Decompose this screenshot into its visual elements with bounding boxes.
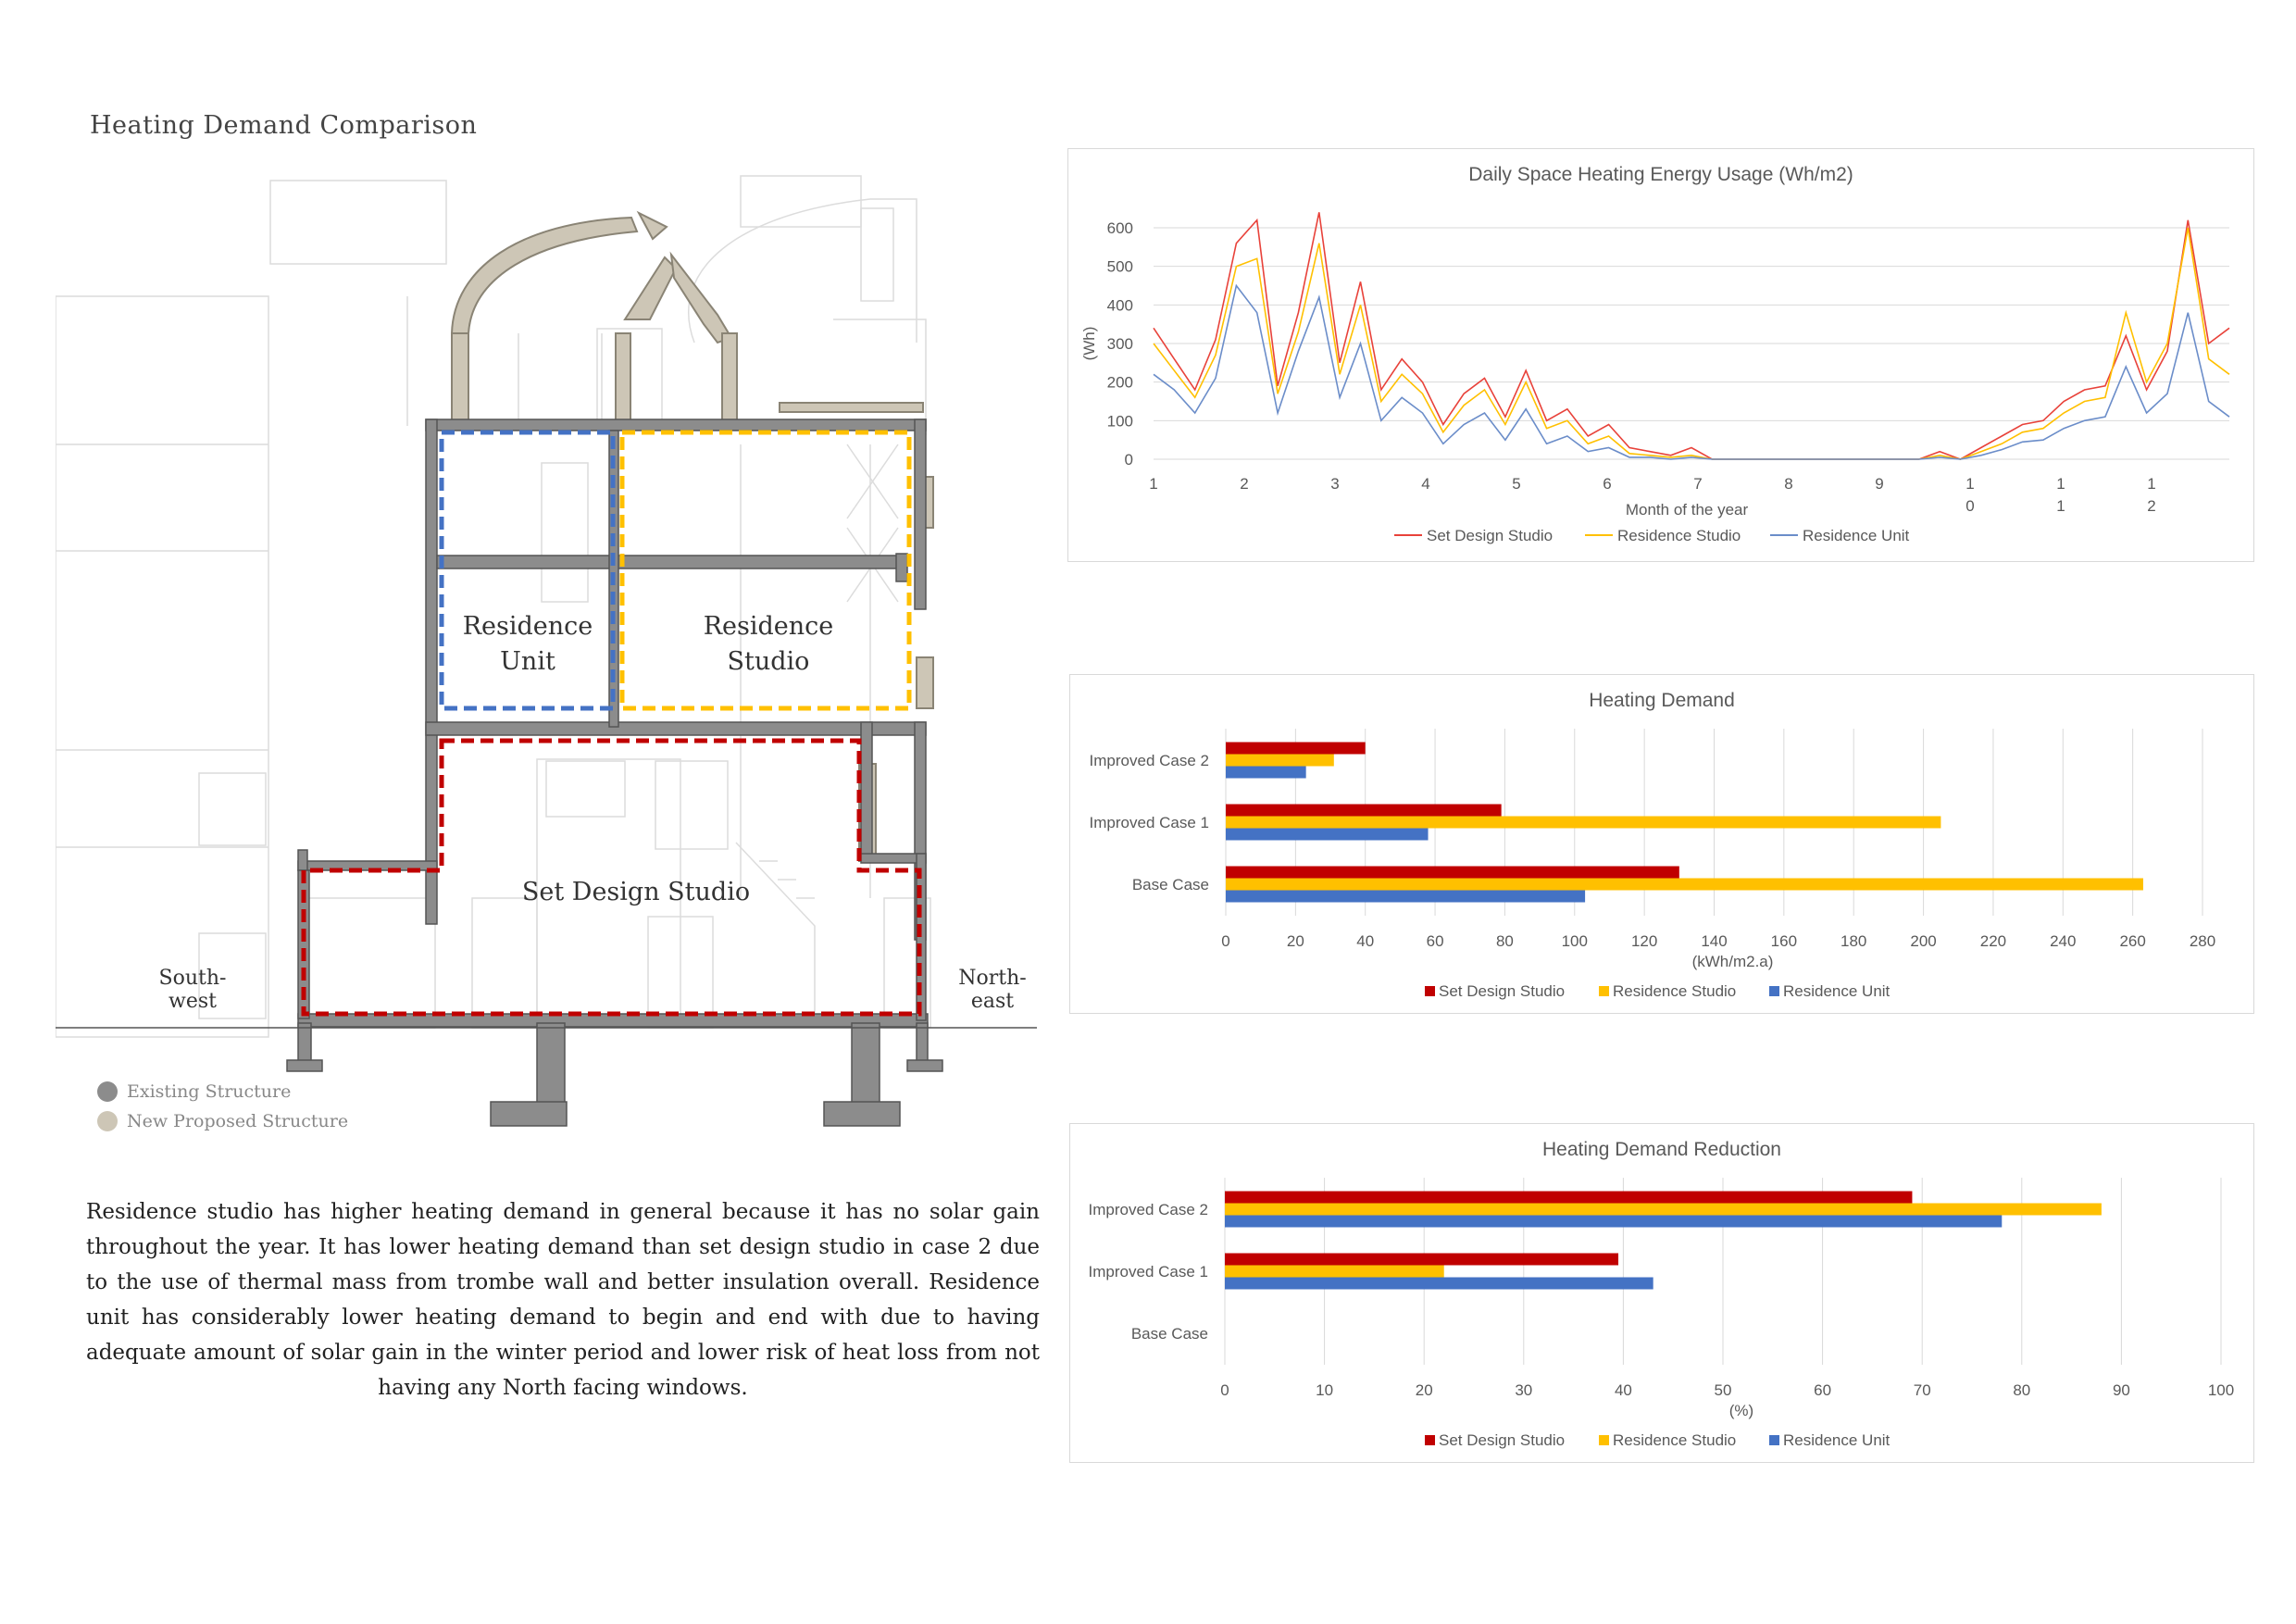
x-tick-label: 80 bbox=[2013, 1381, 2031, 1399]
x-tick-label: 180 bbox=[1841, 932, 1867, 950]
x-tick-label: 2 bbox=[1240, 475, 1249, 493]
x-tick-label: 9 bbox=[1875, 475, 1884, 493]
bar-residence-studio bbox=[1226, 817, 1940, 829]
category-label: Improved Case 2 bbox=[1089, 752, 1209, 769]
bar-residence-studio bbox=[1226, 755, 1334, 767]
x-tick-label: 50 bbox=[1714, 1381, 1732, 1399]
x-tick-label: 280 bbox=[2189, 932, 2216, 950]
legend-swatch bbox=[1769, 986, 1779, 996]
legend-swatch bbox=[1599, 986, 1609, 996]
x-tick-label: 20 bbox=[1415, 1381, 1433, 1399]
legend-swatch bbox=[1769, 1435, 1779, 1445]
northeast-label-line2: east bbox=[970, 990, 1015, 1013]
legend-label: Set Design Studio bbox=[1439, 1431, 1566, 1449]
southwest-label-line1: South- bbox=[158, 967, 227, 990]
legend-proposed-label: New Proposed Structure bbox=[127, 1111, 349, 1131]
y-tick-label: 100 bbox=[1106, 412, 1133, 431]
proposed-structure-swatch bbox=[97, 1111, 118, 1131]
bar-chart-svg bbox=[1070, 1124, 2253, 1462]
building-section-drawing bbox=[56, 157, 1055, 1139]
legend-swatch bbox=[1425, 1435, 1435, 1445]
x-tick-label: 8 bbox=[1784, 475, 1793, 493]
bar-set-design-studio bbox=[1225, 1192, 1912, 1204]
x-tick-label: 3 bbox=[1330, 475, 1340, 493]
legend-label: Residence Studio bbox=[1617, 527, 1741, 544]
legend-swatch bbox=[1425, 986, 1435, 996]
chart-title: Daily Space Heating Energy Usage (Wh/m2) bbox=[1468, 164, 1853, 185]
x-tick-label: 5 bbox=[1512, 475, 1521, 493]
x-tick-label: 120 bbox=[1630, 932, 1658, 950]
x-tick-label: 40 bbox=[1614, 1381, 1632, 1399]
y-tick-label: 300 bbox=[1106, 335, 1133, 353]
x-tick-label: 1 bbox=[1965, 475, 1975, 493]
residence-studio-label-line2: Studio bbox=[727, 647, 810, 676]
residence-unit-label-line1: Residence bbox=[462, 612, 593, 641]
x-tick-label: 20 bbox=[1286, 932, 1304, 950]
bar-residence-unit bbox=[1226, 829, 1429, 841]
residence-studio-label-line1: Residence bbox=[703, 612, 834, 641]
x-tick-label: 40 bbox=[1356, 932, 1375, 950]
x-tick-label: 220 bbox=[1979, 932, 2007, 950]
daily-heating-line-chart bbox=[1067, 148, 2254, 562]
y-tick-label: 600 bbox=[1106, 219, 1133, 237]
x-tick-label: 1 bbox=[1149, 475, 1158, 493]
legend-label: Residence Unit bbox=[1803, 527, 1910, 544]
bar-residence-unit bbox=[1226, 891, 1585, 903]
x-tick-label: 0 bbox=[1965, 497, 1975, 515]
bar-chart-svg bbox=[1070, 675, 2253, 1013]
legend-existing-structure bbox=[97, 1081, 291, 1102]
heating-demand-bar-chart bbox=[1069, 674, 2254, 1014]
page-title: Heating Demand Comparison bbox=[90, 111, 478, 140]
x-tick-label: 2 bbox=[2147, 497, 2156, 515]
residence-unit-label-line2: Unit bbox=[500, 647, 555, 676]
x-tick-label: 240 bbox=[2050, 932, 2077, 950]
bar-residence-unit bbox=[1226, 767, 1306, 779]
legend-label: Set Design Studio bbox=[1427, 527, 1554, 544]
x-axis-label: (%) bbox=[1728, 1402, 1754, 1419]
series-line-set-design-studio bbox=[1154, 212, 2229, 459]
x-tick-label: 10 bbox=[1316, 1381, 1334, 1399]
y-tick-label: 0 bbox=[1124, 451, 1133, 468]
x-tick-label: 260 bbox=[2119, 932, 2146, 950]
y-tick-label: 400 bbox=[1106, 296, 1133, 315]
legend-label: Residence Unit bbox=[1783, 982, 1890, 1000]
x-tick-label: 100 bbox=[2207, 1381, 2235, 1399]
description-text: Residence studio has higher heating demand in general because it has no solar gain throughout the year. It has lower heating demand than set design studio in case 2 due to the use of thermal mass from trombe wall and better insulation overall. Residence unit has considerably lower heating demand to begin and end with due to having adequate amount of solar gain in the winter period and lower risk of heat loss from not having any North facing windows. bbox=[86, 1200, 1040, 1400]
existing-structure-swatch bbox=[97, 1081, 118, 1102]
bar-residence-studio bbox=[1226, 879, 2143, 891]
category-label: Improved Case 2 bbox=[1088, 1201, 1208, 1218]
x-tick-label: 1 bbox=[2056, 475, 2065, 493]
y-tick-label: 200 bbox=[1106, 373, 1133, 392]
x-tick-label: 30 bbox=[1515, 1381, 1533, 1399]
category-label: Base Case bbox=[1131, 876, 1209, 893]
bar-residence-unit bbox=[1225, 1278, 1653, 1290]
y-axis-label: (Wh) bbox=[1080, 326, 1098, 361]
legend-label: Residence Studio bbox=[1613, 982, 1737, 1000]
chart-title: Heating Demand bbox=[1589, 690, 1735, 711]
chart-title: Heating Demand Reduction bbox=[1542, 1139, 1781, 1160]
x-tick-label: 1 bbox=[2147, 475, 2156, 493]
x-tick-label: 140 bbox=[1701, 932, 1728, 950]
x-tick-label: 0 bbox=[1221, 932, 1230, 950]
line-chart-svg bbox=[1068, 149, 2253, 561]
legend-existing-label: Existing Structure bbox=[127, 1081, 292, 1102]
category-label: Improved Case 1 bbox=[1089, 814, 1209, 831]
set-design-studio-label: Set Design Studio bbox=[521, 878, 751, 906]
bar-residence-studio bbox=[1225, 1266, 1444, 1278]
x-tick-label: 160 bbox=[1770, 932, 1798, 950]
heating-demand-reduction-bar-chart bbox=[1069, 1123, 2254, 1463]
x-tick-label: 0 bbox=[1220, 1381, 1229, 1399]
y-tick-label: 500 bbox=[1106, 257, 1133, 276]
context-lines bbox=[56, 176, 930, 1037]
bar-set-design-studio bbox=[1225, 1254, 1618, 1266]
bar-set-design-studio bbox=[1226, 805, 1502, 817]
x-axis-label: (kWh/m2.a) bbox=[1691, 953, 1774, 970]
category-label: Improved Case 1 bbox=[1088, 1263, 1208, 1280]
bar-residence-unit bbox=[1225, 1216, 2002, 1228]
category-label: Base Case bbox=[1130, 1325, 1208, 1343]
x-tick-label: 7 bbox=[1693, 475, 1703, 493]
x-tick-label: 80 bbox=[1495, 932, 1514, 950]
northeast-label-line1: North- bbox=[958, 967, 1027, 990]
x-tick-label: 90 bbox=[2112, 1381, 2130, 1399]
x-tick-label: 70 bbox=[1913, 1381, 1931, 1399]
legend-proposed-structure bbox=[97, 1111, 348, 1131]
legend-label: Set Design Studio bbox=[1439, 982, 1566, 1000]
legend-swatch bbox=[1599, 1435, 1609, 1445]
x-axis-label: Month of the year bbox=[1625, 501, 1749, 518]
southwest-label-line2: west bbox=[168, 990, 217, 1013]
series-line-residence-unit bbox=[1154, 286, 2229, 460]
legend-label: Residence Studio bbox=[1613, 1431, 1737, 1449]
x-tick-label: 6 bbox=[1603, 475, 1612, 493]
bar-set-design-studio bbox=[1226, 743, 1366, 755]
legend-label: Residence Unit bbox=[1783, 1431, 1890, 1449]
bar-residence-studio bbox=[1225, 1204, 2102, 1216]
x-tick-label: 1 bbox=[2056, 497, 2065, 515]
x-tick-label: 60 bbox=[1814, 1381, 1832, 1399]
x-tick-label: 200 bbox=[1910, 932, 1937, 950]
bar-set-design-studio bbox=[1226, 867, 1679, 879]
x-tick-label: 4 bbox=[1421, 475, 1430, 493]
x-tick-label: 60 bbox=[1426, 932, 1444, 950]
x-tick-label: 100 bbox=[1561, 932, 1588, 950]
